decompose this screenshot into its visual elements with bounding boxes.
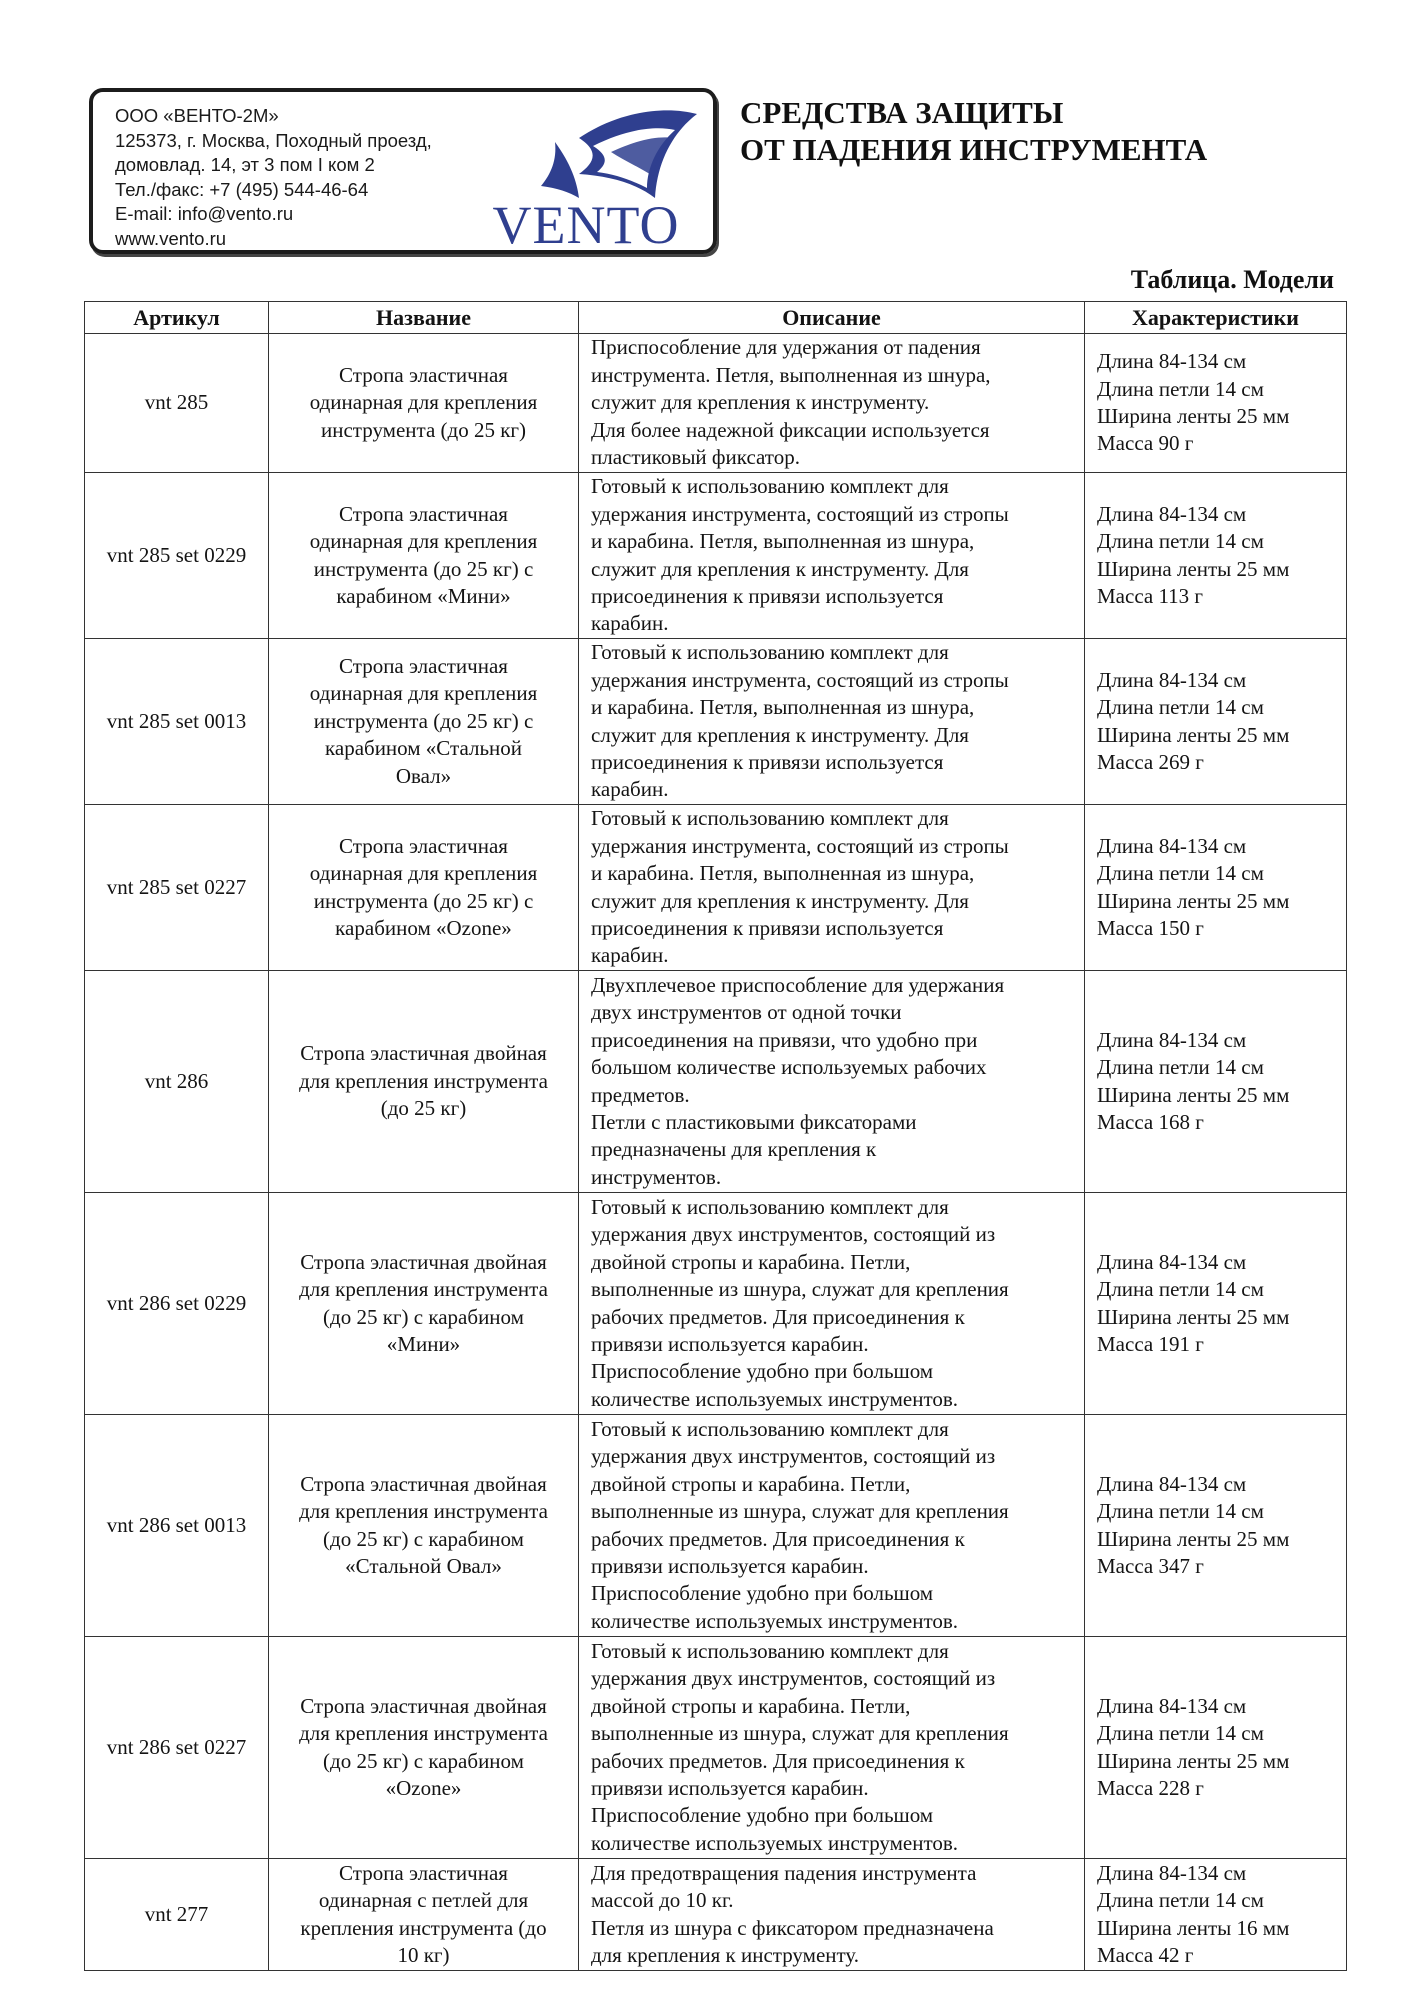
table-header-row: [85, 302, 1347, 334]
name-cell-line: Стропа эластичная двойная: [300, 1471, 547, 1496]
description-cell-line: карабин.: [591, 943, 669, 968]
table-body: [85, 334, 1347, 1971]
name-cell-line: «Мини»: [386, 1331, 461, 1356]
characteristics-cell-line: Длина петли 14 см: [1097, 1055, 1264, 1080]
characteristics-cell-line: Длина петли 14 см: [1097, 1499, 1264, 1524]
name-cell-line: Стропа эластичная: [339, 362, 508, 387]
description-cell-line: Для более надежной фиксации используется: [591, 417, 990, 442]
name-cell-line: одинарная для крепления: [309, 390, 538, 415]
characteristics-cell-line: Масса 191 г: [1097, 1331, 1204, 1356]
name-cell-line: инструмента (до 25 кг) с: [313, 556, 534, 581]
name-cell-line: Стропа эластичная: [339, 1860, 508, 1885]
company-contacts: [115, 104, 432, 251]
characteristics-cell-line: Длина петли 14 см: [1097, 529, 1264, 554]
characteristics-cell: [1085, 1859, 1347, 1971]
description-cell-line: Приспособление удобно при большом: [591, 1581, 934, 1606]
name-cell-line: (до 25 кг) с карабином: [323, 1748, 524, 1773]
name-cell-line: Стропа эластичная двойная: [300, 1249, 547, 1274]
description-cell-line: удержания двух инструментов, состоящий из: [591, 1222, 996, 1247]
company-name: ООО «ВЕНТО-2М»: [115, 105, 279, 126]
name-cell-line: одинарная с петлей для: [318, 1888, 529, 1913]
characteristics-cell: [1085, 971, 1347, 1193]
characteristics-cell-line: Длина 84-134 см: [1097, 1860, 1247, 1885]
description-cell-line: двух инструментов от одной точки: [591, 1000, 902, 1025]
description-cell-line: и карабина. Петля, выполненная из шнура,: [591, 695, 975, 720]
company-card: [89, 88, 717, 254]
characteristics-cell-line: Длина 84-134 см: [1097, 1693, 1247, 1718]
company-website: www.vento.ru: [115, 227, 227, 249]
characteristics-cell-line: Масса 228 г: [1097, 1775, 1204, 1800]
name-cell-line: Стропа эластичная двойная: [300, 1693, 547, 1718]
characteristics-cell-line: Длина петли 14 см: [1097, 376, 1264, 401]
name-cell: [269, 1859, 579, 1971]
description-cell-line: служит для крепления к инструменту. Для: [591, 556, 969, 581]
characteristics-cell-line: Ширина ленты 25 мм: [1097, 888, 1290, 913]
description-cell-line: количестве используемых инструментов.: [591, 1386, 959, 1411]
vento-logo: [461, 102, 711, 255]
description-cell-line: двойной стропы и карабина. Петли,: [591, 1693, 911, 1718]
description-cell-line: присоединения к привязи используется: [591, 915, 944, 940]
name-cell-line: карабином «Стальной: [324, 736, 523, 761]
characteristics-cell-line: Ширина ленты 16 мм: [1097, 1915, 1290, 1940]
article-cell: vnt 286 set 0227: [85, 1637, 269, 1859]
name-cell-line: Стропа эластичная: [339, 833, 508, 858]
description-cell-line: присоединения к привязи используется: [591, 749, 944, 774]
characteristics-cell-line: Масса 347 г: [1097, 1553, 1204, 1578]
description-cell-line: Приспособление удобно при большом: [591, 1803, 934, 1828]
characteristics-cell-line: Длина 84-134 см: [1097, 1027, 1247, 1052]
characteristics-cell: [1085, 334, 1347, 473]
description-cell-line: Готовый к использованию комплект для: [591, 1638, 949, 1663]
table-row: [85, 971, 1347, 1193]
characteristics-cell: [1085, 473, 1347, 639]
name-cell-line: крепления инструмента (до: [300, 1915, 547, 1940]
table-row: [85, 639, 1347, 805]
characteristics-cell-line: Ширина ленты 25 мм: [1097, 1526, 1290, 1551]
name-cell-line: «Стальной Овал»: [345, 1553, 502, 1578]
models-table: [84, 301, 1347, 1971]
description-cell-line: и карабина. Петля, выполненная из шнура,: [591, 861, 975, 886]
description-cell-line: пластиковый фиксатор.: [591, 445, 800, 470]
description-cell-line: массой до 10 кг.: [591, 1888, 734, 1913]
name-cell-line: Овал»: [395, 763, 452, 788]
company-phone: Тел./факс: +7 (495) 544-46-64: [115, 178, 369, 200]
article-cell: vnt 277: [85, 1859, 269, 1971]
description-cell: [579, 805, 1085, 971]
characteristics-cell-line: Ширина ленты 25 мм: [1097, 404, 1290, 428]
characteristics-cell-line: Длина 84-134 см: [1097, 667, 1247, 692]
name-cell: [269, 1193, 579, 1415]
name-cell-line: для крепления инструмента: [299, 1277, 548, 1302]
description-cell-line: инструментов.: [591, 1164, 722, 1189]
description-cell-line: предназначены для крепления к: [591, 1137, 877, 1162]
description-cell-line: и карабина. Петля, выполненная из шнура,: [591, 529, 975, 554]
description-cell-line: количестве используемых инструментов.: [591, 1830, 959, 1855]
table-caption: Таблица. Модели: [1130, 265, 1334, 294]
page-title: [740, 94, 1207, 168]
description-cell: [579, 1637, 1085, 1859]
article-cell: vnt 286 set 0229: [85, 1193, 269, 1415]
description-cell-line: удержания инструмента, состоящий из стропы: [591, 833, 1009, 858]
name-cell-line: (до 25 кг) с карабином: [323, 1304, 524, 1329]
name-cell-line: инструмента (до 25 кг) с: [313, 888, 534, 913]
characteristics-cell: [1085, 639, 1347, 805]
description-cell-line: рабочих предметов. Для присоединения к: [591, 1748, 965, 1773]
name-cell-line: для крепления инструмента: [299, 1499, 548, 1524]
characteristics-cell: [1085, 1637, 1347, 1859]
description-cell-line: карабин.: [591, 611, 669, 636]
column-header-characteristics: Характеристики: [1085, 302, 1347, 334]
characteristics-cell-line: Масса 269 г: [1097, 749, 1204, 774]
description-cell-line: выполненные из шнура, служат для крепления: [591, 1721, 1009, 1746]
article-cell: vnt 285: [85, 334, 269, 473]
logo-wordmark: VENTO: [492, 195, 680, 255]
characteristics-cell: [1085, 1415, 1347, 1637]
column-header-description: Описание: [579, 302, 1085, 334]
description-cell-line: выполненные из шнура, служат для крепления: [591, 1277, 1009, 1302]
article-cell: vnt 285 set 0227: [85, 805, 269, 971]
name-cell-line: одинарная для крепления: [309, 529, 538, 554]
description-cell-line: привязи используется карабин.: [591, 1331, 869, 1356]
name-cell: [269, 971, 579, 1193]
description-cell-line: Приспособление удобно при большом: [591, 1359, 934, 1384]
page-title-line-1: СРЕДСТВА ЗАЩИТЫ: [740, 95, 1064, 130]
article-cell: vnt 286 set 0013: [85, 1415, 269, 1637]
article-cell: vnt 285 set 0229: [85, 473, 269, 639]
name-cell-line: инструмента (до 25 кг): [320, 417, 527, 442]
name-cell-line: (до 25 кг) с карабином: [323, 1526, 524, 1551]
company-address-line-2: домовлад. 14, эт 3 пом I ком 2: [115, 154, 375, 175]
description-cell-line: двойной стропы и карабина. Петли,: [591, 1471, 911, 1496]
characteristics-cell-line: Длина 84-134 см: [1097, 833, 1247, 858]
name-cell-line: карабином «Мини»: [336, 583, 511, 608]
characteristics-cell-line: Длина 84-134 см: [1097, 1471, 1247, 1496]
description-cell-line: Для предотвращения падения инструмента: [591, 1860, 977, 1885]
characteristics-cell-line: Масса 168 г: [1097, 1109, 1204, 1134]
name-cell-line: карабином «Ozone»: [335, 915, 512, 940]
name-cell-line: инструмента (до 25 кг) с: [313, 708, 534, 733]
characteristics-cell: [1085, 805, 1347, 971]
name-cell-line: Стропа эластичная: [339, 501, 508, 526]
description-cell-line: Готовый к использованию комплект для: [591, 1194, 949, 1219]
name-cell-line: одинарная для крепления: [309, 681, 538, 706]
column-header-article: Артикул: [85, 302, 269, 334]
table-row: [85, 805, 1347, 971]
characteristics-cell-line: Длина петли 14 см: [1097, 861, 1264, 886]
description-cell-line: количестве используемых инструментов.: [591, 1608, 959, 1633]
description-cell-line: Петля из шнура с фиксатором предназначена: [591, 1915, 994, 1940]
characteristics-cell-line: Масса 90 г: [1097, 431, 1194, 456]
characteristics-cell-line: Ширина ленты 25 мм: [1097, 556, 1290, 581]
table-row: [85, 1193, 1347, 1415]
characteristics-cell: [1085, 1193, 1347, 1415]
name-cell-line: «Ozone»: [385, 1775, 462, 1800]
name-cell: [269, 473, 579, 639]
characteristics-cell-line: Длина петли 14 см: [1097, 1721, 1264, 1746]
description-cell-line: Готовый к использованию комплект для: [591, 806, 949, 831]
characteristics-cell-line: Длина 84-134 см: [1097, 1249, 1247, 1274]
description-cell-line: удержания двух инструментов, состоящий из: [591, 1444, 996, 1469]
characteristics-cell-line: Длина петли 14 см: [1097, 695, 1264, 720]
description-cell-line: присоединения на привязи, что удобно при: [591, 1027, 978, 1052]
description-cell-line: большом количестве используемых рабочих: [591, 1055, 987, 1080]
description-cell: [579, 473, 1085, 639]
description-cell-line: Приспособление для удержания от падения: [591, 335, 981, 360]
characteristics-cell-line: Длина 84-134 см: [1097, 501, 1247, 526]
description-cell: [579, 1193, 1085, 1415]
table-row: [85, 1637, 1347, 1859]
table-row: [85, 1415, 1347, 1637]
characteristics-cell-line: Ширина ленты 25 мм: [1097, 1748, 1290, 1773]
description-cell-line: служит для крепления к инструменту.: [591, 390, 930, 415]
description-cell: [579, 971, 1085, 1193]
name-cell-line: для крепления инструмента: [299, 1721, 548, 1746]
characteristics-cell-line: Масса 150 г: [1097, 915, 1204, 940]
name-cell-line: Стропа эластичная: [339, 653, 508, 678]
characteristics-cell-line: Масса 42 г: [1097, 1942, 1194, 1967]
description-cell-line: Двухплечевое приспособление для удержания: [591, 972, 1005, 997]
description-cell-line: присоединения к привязи используется: [591, 583, 944, 608]
characteristics-cell-line: Ширина ленты 25 мм: [1097, 1304, 1290, 1329]
page-title-line-2: ОТ ПАДЕНИЯ ИНСТРУМЕНТА: [740, 132, 1208, 167]
company-address-line-1: 125373, г. Москва, Походный проезд,: [115, 129, 432, 151]
description-cell: [579, 639, 1085, 805]
description-cell-line: служит для крепления к инструменту. Для: [591, 722, 969, 747]
name-cell-line: одинарная для крепления: [309, 861, 538, 886]
description-cell-line: привязи используется карабин.: [591, 1553, 869, 1578]
article-cell: vnt 286: [85, 971, 269, 1193]
description-cell-line: служит для крепления к инструменту. Для: [591, 888, 969, 913]
description-cell-line: для крепления к инструменту.: [591, 1942, 860, 1967]
name-cell-line: (до 25 кг): [380, 1096, 467, 1121]
table-row: [85, 334, 1347, 473]
description-cell: [579, 334, 1085, 473]
description-cell-line: Петли с пластиковыми фиксаторами: [591, 1109, 917, 1134]
description-cell-line: рабочих предметов. Для присоединения к: [591, 1526, 965, 1551]
description-cell-line: удержания двух инструментов, состоящий из: [591, 1666, 996, 1691]
description-cell-line: предметов.: [591, 1082, 690, 1107]
company-email: E-mail: info@vento.ru: [115, 203, 294, 224]
description-cell-line: двойной стропы и карабина. Петли,: [591, 1249, 911, 1274]
characteristics-cell-line: Ширина ленты 25 мм: [1097, 722, 1290, 747]
name-cell-line: 10 кг): [397, 1942, 450, 1967]
table-row: [85, 1859, 1347, 1971]
description-cell-line: Готовый к использованию комплект для: [591, 640, 949, 665]
description-cell-line: выполненные из шнура, служат для крепления: [591, 1499, 1009, 1524]
table-row: [85, 473, 1347, 639]
name-cell: [269, 1415, 579, 1637]
description-cell: [579, 1859, 1085, 1971]
name-cell: [269, 1637, 579, 1859]
name-cell-line: Стропа эластичная двойная: [300, 1041, 547, 1066]
description-cell-line: карабин.: [591, 777, 669, 802]
characteristics-cell-line: Длина 84-134 см: [1097, 349, 1247, 374]
description-cell-line: удержания инструмента, состоящий из стропы: [591, 667, 1009, 692]
column-header-name: Название: [269, 302, 579, 334]
description-cell: [579, 1415, 1085, 1637]
name-cell-line: для крепления инструмента: [299, 1068, 548, 1093]
characteristics-cell-line: Длина петли 14 см: [1097, 1277, 1264, 1302]
characteristics-cell-line: Длина петли 14 см: [1097, 1888, 1264, 1913]
description-cell-line: Готовый к использованию комплект для: [591, 1416, 949, 1441]
characteristics-cell-line: Ширина ленты 25 мм: [1097, 1082, 1290, 1107]
name-cell: [269, 334, 579, 473]
name-cell: [269, 805, 579, 971]
article-cell: vnt 285 set 0013: [85, 639, 269, 805]
description-cell-line: рабочих предметов. Для присоединения к: [591, 1304, 965, 1329]
characteristics-cell-line: Масса 113 г: [1097, 583, 1204, 608]
name-cell: [269, 639, 579, 805]
description-cell-line: Готовый к использованию комплект для: [591, 474, 949, 499]
description-cell-line: инструмента. Петля, выполненная из шнура,: [591, 362, 991, 387]
description-cell-line: удержания инструмента, состоящий из стропы: [591, 501, 1009, 526]
description-cell-line: привязи используется карабин.: [591, 1775, 869, 1800]
